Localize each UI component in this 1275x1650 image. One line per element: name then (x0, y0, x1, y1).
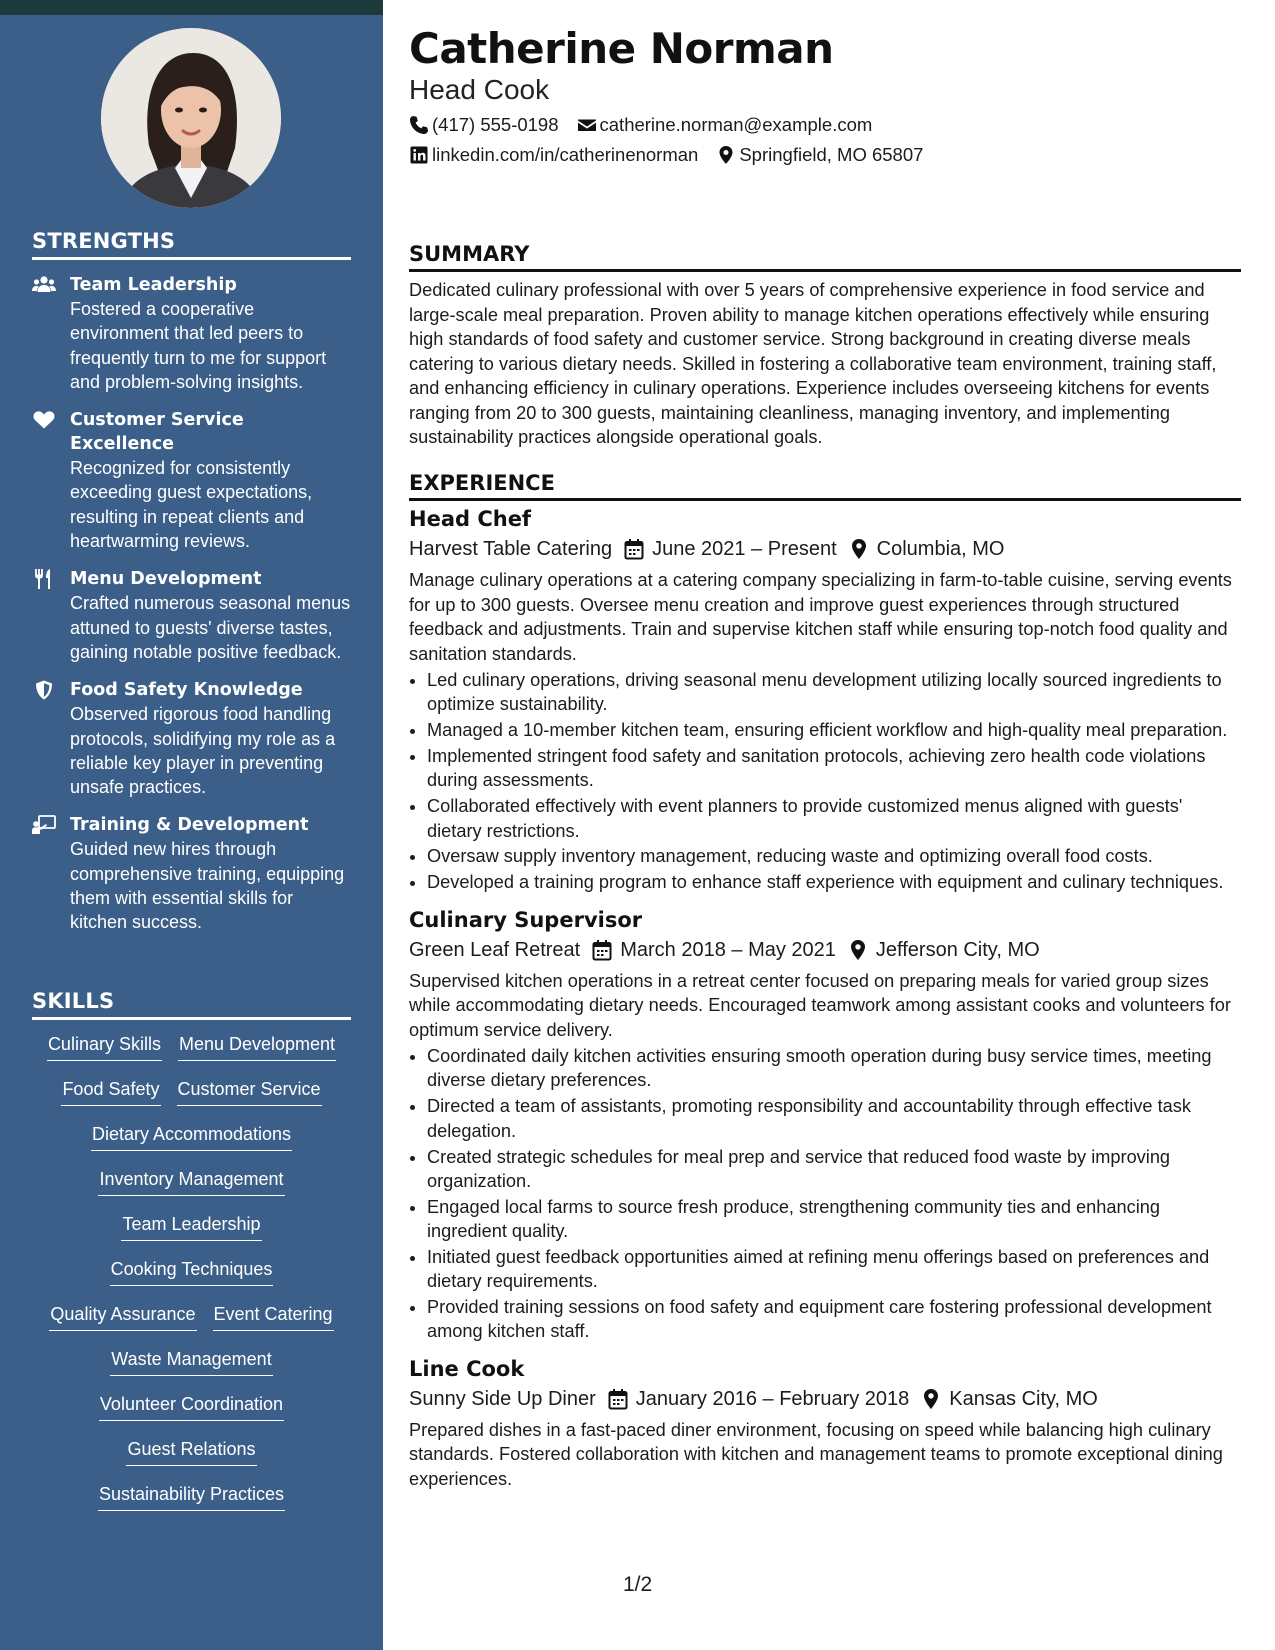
job-bullet: • Provided training sessions on food safety and equipment care fostering professional development among kitchen staff. (427, 1295, 1241, 1344)
skill-tag: Inventory Management (98, 1167, 284, 1196)
top-accent-bar (0, 0, 383, 15)
map-pin-icon (921, 1388, 941, 1410)
page-number: 1/2 (623, 1573, 653, 1596)
strengths-section (32, 229, 351, 935)
summary-heading: SUMMARY (409, 240, 1241, 272)
job-description: Manage culinary operations at a catering company specializing in farm-to-table cuisine, serving events for up to 300 guests. Oversee menu creation and improve guest experiences through structured feedback and adjustments. Train and supervise kitchen staff while ensuring top-notch food quality and sanitation standards. (409, 570, 1232, 664)
skills-row (32, 1167, 351, 1212)
job-bullet: • Oversaw supply inventory management, reducing waste and optimizing overall food costs. (427, 844, 1241, 868)
job-role: Culinary Supervisor (409, 907, 643, 932)
skill-tag: Customer Service (177, 1077, 322, 1106)
skill-tag: Guest Relations (126, 1437, 256, 1466)
skill-tag: Menu Development (178, 1032, 336, 1061)
heart-icon (32, 410, 56, 430)
job-description: Prepared dishes in a fast-paced diner environment, focusing on speed while balancing high culinary standards. Fostered collaboration with kitchen and management teams to promote exceptional dining experiences. (409, 1419, 1223, 1489)
skill-tag: Food Safety (61, 1077, 160, 1106)
job-dates: June 2021 – Present (652, 538, 837, 560)
strength-item (32, 273, 351, 394)
candidate-name: Catherine Norman (409, 24, 834, 73)
strength-item (32, 678, 351, 799)
job-bullet: • Managed a 10-member kitchen team, ensuring efficient workflow and high-quality meal preparation. (427, 718, 1241, 742)
skill-tag: Waste Management (110, 1347, 272, 1376)
experience-section (409, 469, 1241, 1491)
calendar-icon (624, 538, 644, 560)
job-bullet: • Engaged local farms to source fresh produce, strengthening community ties and enhancing ingredient quality. (427, 1195, 1241, 1244)
job-location: Kansas City, MO (949, 1387, 1098, 1410)
job-bullet: • Led culinary operations, driving seasonal menu development utilizing locally sourced ingredients to optimize sustainability. (427, 668, 1241, 717)
strength-description: Crafted numerous seasonal menus attuned to guests' diverse tastes, gaining notable positive feedback. (70, 593, 351, 662)
skills-section (32, 989, 351, 1527)
job-meta (409, 535, 1241, 563)
phone-icon (409, 115, 429, 135)
job-role: Head Chef (409, 507, 532, 531)
job-bullets (409, 668, 1241, 895)
linkedin-url: linkedin.com/in/catherinenorman (432, 144, 699, 165)
job-description: Supervised kitchen operations in a retreat center focused on preparing meals for varied group sizes while accommodating dietary needs. Encouraged teamwork among assistant cooks and volunteers for optimum service delivery. (409, 970, 1231, 1040)
map-pin-icon (849, 538, 869, 560)
strength-title: Team Leadership (70, 275, 237, 295)
skills-row (32, 1392, 351, 1437)
skill-tag: Event Catering (213, 1302, 334, 1331)
strength-item (32, 567, 351, 664)
job-location: Columbia, MO (876, 538, 1005, 560)
strength-description: Recognized for consistently exceeding guest expectations, resulting in repeat clients and heartwarming reviews. (70, 458, 313, 552)
job-bullet: • Developed a training program to enhance staff experience with equipment and culinary techniques. (427, 870, 1241, 894)
skills-row (32, 1257, 351, 1302)
profile-photo (101, 28, 281, 208)
contact-row (409, 113, 872, 137)
job-dates: March 2018 – May 2021 (620, 938, 836, 961)
job-entry (409, 505, 1241, 895)
strength-item (32, 813, 351, 934)
job-location: Jefferson City, MO (875, 938, 1040, 961)
job-bullet: • Collaborated effectively with event planners to provide customized menus aligned with guests' dietary restrictions. (427, 794, 1241, 843)
strength-item (32, 408, 351, 553)
skills-row (32, 1122, 351, 1167)
job-bullet: • Implemented stringent food safety and sanitation protocols, achieving zero health code violations during assessments. (427, 744, 1241, 793)
job-bullets (409, 1044, 1241, 1344)
skill-tag: Team Leadership (121, 1212, 261, 1241)
summary-text: Dedicated culinary professional with over 5 years of comprehensive experience in food service and large-scale meal preparation. Proven ability to manage kitchen operations effectively while ensuring high standards of food safety and customer service. Strong background in creating diverse meals catering to various dietary needs. Skilled in fostering a collaborative team environment, training staff, and enhancing efficiency in culinary operations. Experience includes overseeing kitchens for events ranging from 20 to 300 guests, maintaining cleanliness, managing inventory, and implementing sustainability practices alongside operational goals. (409, 280, 1217, 447)
skills-row (32, 1212, 351, 1257)
strength-title: Training & Development (70, 815, 309, 836)
calendar-icon (608, 1388, 628, 1410)
contact-row (409, 143, 923, 167)
skill-tag: Quality Assurance (49, 1302, 196, 1331)
teacher-icon (32, 815, 56, 835)
linkedin-icon (409, 145, 429, 165)
skill-tag: Culinary Skills (47, 1032, 162, 1061)
strength-description: Observed rigorous food handling protocols, solidifying my role as a reliable key player in preventing unsafe practices. (70, 704, 336, 798)
utensils-icon (32, 569, 56, 589)
skills-row (32, 1077, 351, 1122)
users-icon (32, 275, 56, 295)
experience-heading: EXPERIENCE (409, 469, 1241, 501)
job-entry (409, 906, 1241, 1344)
skill-tag: Cooking Techniques (110, 1257, 274, 1286)
envelope-icon (577, 115, 597, 135)
job-dates: January 2016 – February 2018 (635, 1387, 910, 1410)
job-company: Harvest Table Catering (409, 538, 613, 560)
skills-heading: SKILLS (32, 989, 351, 1020)
candidate-title: Head Cook (409, 74, 550, 105)
skills-row (32, 1482, 351, 1527)
location-text: Springfield, MO 65807 (739, 144, 924, 165)
map-pin-icon (848, 939, 868, 961)
email-address: catherine.norman@example.com (599, 114, 873, 135)
skills-row (32, 1347, 351, 1392)
sidebar (0, 15, 383, 1650)
skills-row (32, 1032, 351, 1077)
job-company: Sunny Side Up Diner (409, 1387, 596, 1410)
skills-row (32, 1437, 351, 1482)
job-bullet: • Initiated guest feedback opportunities aimed at refining menu offerings based on preferences and dietary requirements. (427, 1245, 1241, 1294)
job-meta (409, 936, 1241, 964)
job-meta (409, 1385, 1241, 1413)
job-bullet: • Directed a team of assistants, promoting responsibility and accountability through effective task delegation. (427, 1094, 1241, 1143)
shield-icon (32, 680, 56, 700)
summary-section (409, 240, 1241, 450)
calendar-icon (592, 939, 612, 961)
strength-description: Fostered a cooperative environment that led peers to frequently turn to me for support and problem-solving insights. (70, 299, 327, 392)
strength-description: Guided new hires through comprehensive training, equipping them with essential skills for kitchen success. (70, 839, 345, 933)
skills-list (32, 1032, 351, 1527)
phone-number: (417) 555-0198 (432, 114, 559, 135)
strength-title: Customer Service Excellence (70, 410, 244, 455)
strengths-heading: STRENGTHS (32, 229, 351, 260)
skill-tag: Sustainability Practices (98, 1482, 285, 1511)
job-bullet: • Coordinated daily kitchen activities ensuring smooth operation during busy service times, meeting diverse dietary preferences. (427, 1044, 1241, 1093)
skill-tag: Volunteer Coordination (99, 1392, 284, 1421)
job-bullet: • Created strategic schedules for meal prep and service that reduced food waste by improving organization. (427, 1145, 1241, 1194)
job-company: Green Leaf Retreat (409, 938, 581, 961)
skill-tag: Dietary Accommodations (91, 1122, 292, 1151)
job-role: Line Cook (409, 1356, 525, 1381)
strength-title: Menu Development (70, 569, 262, 590)
skills-row (32, 1302, 351, 1347)
job-entry (409, 1355, 1241, 1492)
map-pin-icon (716, 145, 736, 165)
strength-title: Food Safety Knowledge (70, 680, 303, 701)
